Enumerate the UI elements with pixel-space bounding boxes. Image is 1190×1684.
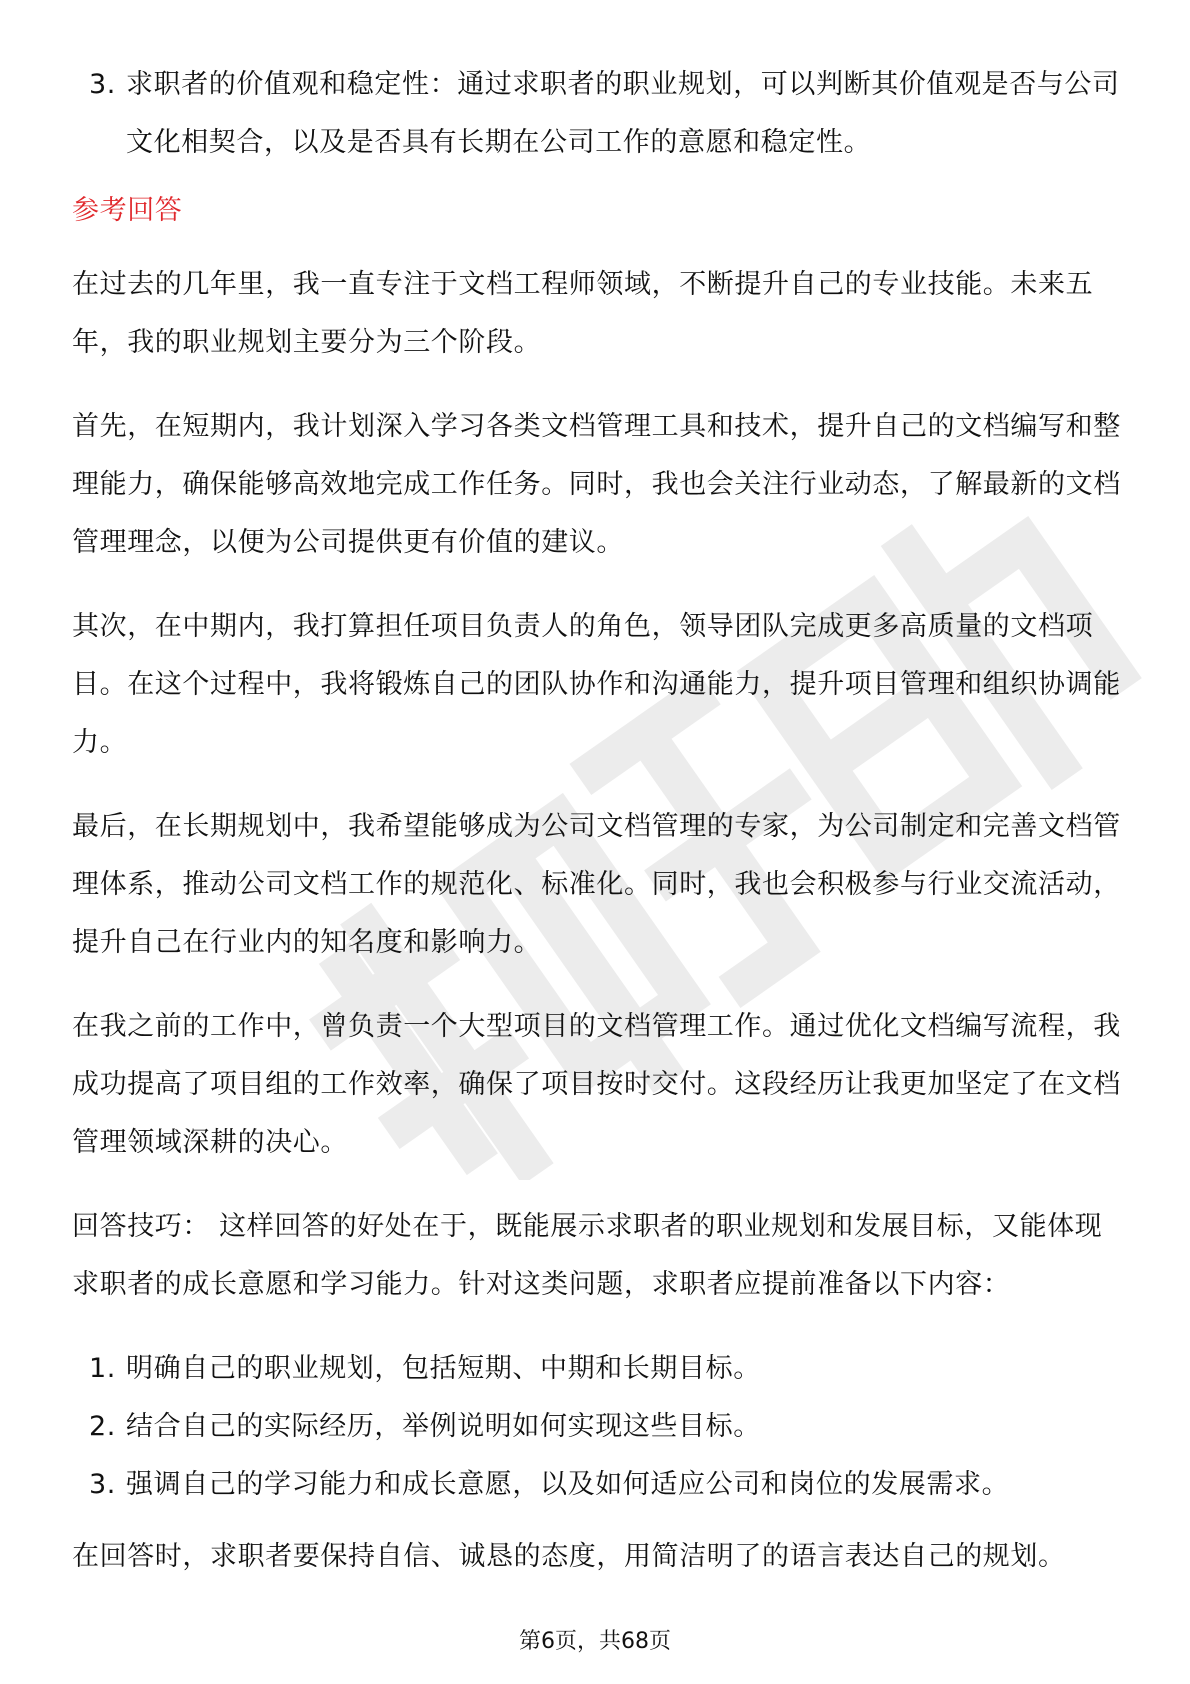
list-number: 3.: [89, 1469, 116, 1500]
list-text: 强调自己的学习能力和成长意愿，以及如何适应公司和岗位的发展需求。: [126, 1469, 1010, 1500]
section-heading: 参考回答: [72, 195, 183, 226]
list-number: 3.: [89, 69, 116, 100]
list-item: [72, 56, 1122, 172]
answer-tips-paragraph: 回答技巧： 这样回答的好处在于，既能展示求职者的职业规划和发展目标，又能体现求职者的成长意愿和学习能力。针对这类问题，求职者应提前准备以下内容：: [72, 1211, 1103, 1300]
list-item: [72, 1456, 1122, 1514]
closing-paragraph: 在回答时，求职者要保持自信、诚恳的态度，用简洁明了的语言表达自己的规划。: [72, 1541, 1066, 1572]
list-text: 求职者的价值观和稳定性：通过求职者的职业规划，可以判断其价值观是否与公司文化相契合，以及是否具有长期在公司工作的意愿和稳定性。: [126, 69, 1120, 158]
tips-list: [72, 1340, 1122, 1514]
paragraph: 在过去的几年里，我一直专注于文档工程师领域，不断提升自己的专业技能。未来五年，我的职业规划主要分为三个阶段。: [72, 269, 1094, 358]
list-item: [72, 1398, 1122, 1456]
paragraph: 首先，在短期内，我计划深入学习各类文档管理工具和技术，提升自己的文档编写和整理能力，确保能够高效地完成工作任务。同时，我也会关注行业动态，了解最新的文档管理理念，以便为公司提供更有价值的建议。: [72, 411, 1121, 558]
paragraph: 其次，在中期内，我打算担任项目负责人的角色，领导团队完成更多高质量的文档项目。在这个过程中，我将锻炼自己的团队协作和沟通能力，提升项目管理和组织协调能力。: [72, 611, 1121, 758]
list-item: [72, 1340, 1122, 1398]
list-text: 明确自己的职业规划，包括短期、中期和长期目标。: [126, 1353, 761, 1384]
list-number: 2.: [89, 1411, 116, 1442]
list-number: 1.: [89, 1353, 116, 1384]
list-text: 结合自己的实际经历，举例说明如何实现这些目标。: [126, 1411, 761, 1442]
paragraph: 在我之前的工作中，曾负责一个大型项目的文档管理工作。通过优化文档编写流程，我成功提高了项目组的工作效率，确保了项目按时交付。这段经历让我更加坚定了在文档管理领域深耕的决心。: [72, 1011, 1121, 1158]
paragraph: 最后，在长期规划中，我希望能够成为公司文档管理的专家，为公司制定和完善文档管理体系，推动公司文档工作的规范化、标准化。同时，我也会积极参与行业交流活动，提升自己在行业内的知名度和影响力。: [72, 811, 1121, 958]
document-content: [72, 56, 1122, 1586]
page-footer: 第6页，共68页: [519, 1629, 671, 1654]
